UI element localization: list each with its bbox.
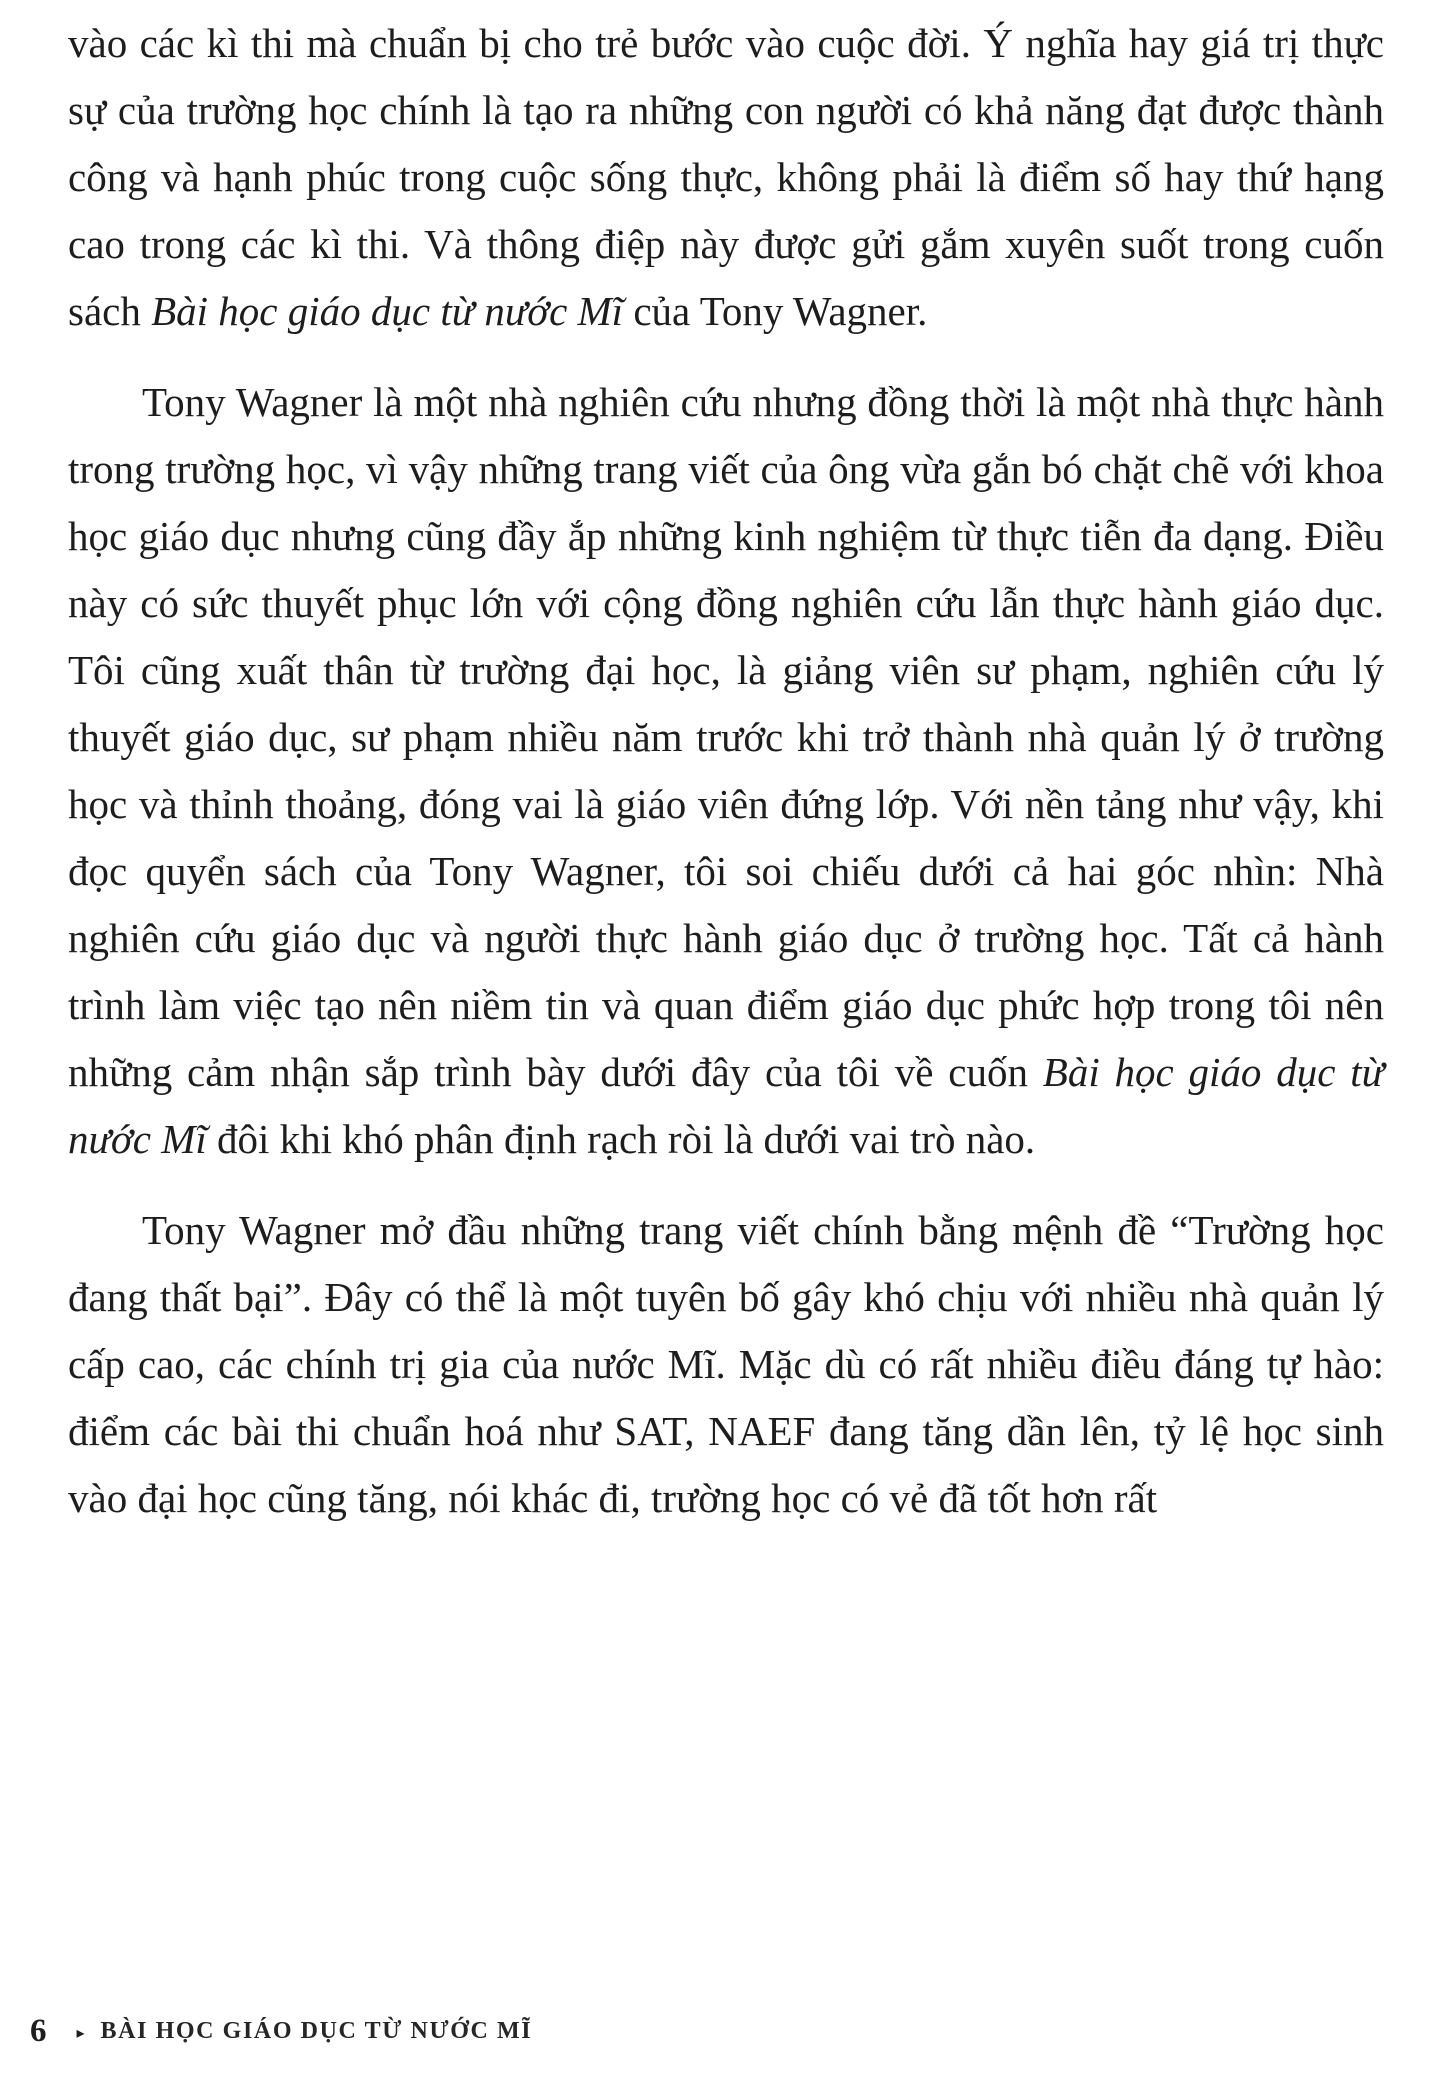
page-footer [30,2013,532,2050]
paragraph-text: Tony Wagner mở đầu những trang viết chính bằng mệnh đề “Trường học đang thất bại”. Đây có thể là một tuyên bố gây khó chịu với nhiều nhà quản lý cấp cao, các chính trị gia của nước Mĩ. Mặc dù có rất nhiều điều đáng tự hào: điểm các bài thi chuẩn hoá như SAT, NAEF đang tăng dần lên, tỷ lệ học sinh vào đại học cũng tăng, nói khác đi, trường học có vẻ đã tốt hơn rất [68,1207,1384,1521]
paragraph [68,1197,1384,1532]
book-title-inline: Bài học giáo dục từ nước Mĩ [68,1049,1384,1162]
paragraph-text: của Tony Wagner. [623,288,928,334]
paragraph-text: đôi khi khó phân định rạch ròi là dưới vai trò nào. [206,1116,1036,1162]
page-number: 6 [30,2013,47,2049]
triangle-right-icon: ▸ [76,2023,85,2042]
book-title-inline: Bài học giáo dục từ nước Mĩ [151,288,624,334]
paragraph-text: Tony Wagner là một nhà nghiên cứu nhưng đồng thời là một nhà thực hành trong trường học, vì vậy những trang viết của ông vừa gắn bó chặt chẽ với khoa học giáo dục nhưng cũng đầy ắp những kinh nghiệm từ thực tiễn đa dạng. Điều này có sức thuyết phục lớn với cộng đồng nghiên cứu lẫn thực hành giáo dục. Tôi cũng xuất thân từ trường đại học, là giảng viên sư phạm, nghiên cứu lý thuyết giáo dục, sư phạm nhiều năm trước khi trở thành nhà quản lý ở trường học và thỉnh thoảng, đóng vai là giáo viên đứng lớp. Với nền tảng như vậy, khi đọc quyển sách của Tony Wagner, tôi soi chiếu dưới cả hai góc nhìn: Nhà nghiên cứu giáo dục và người thực hành giáo dục ở trường học. Tất cả hành trình làm việc tạo nên niềm tin và quan điểm giáo dục phức hợp trong tôi nên những cảm nhận sắp trình bày dưới đây của tôi về cuốn [68,379,1384,1095]
paragraph [68,10,1384,345]
paragraph [68,369,1384,1173]
page-body [68,10,1384,1532]
paragraph-text: vào các kì thi mà chuẩn bị cho trẻ bước vào cuộc đời. Ý nghĩa hay giá trị thực sự của trường học chính là tạo ra những con người có khả năng đạt được thành công và hạnh phúc trong cuộc sống thực, không phải là điểm số hay thứ hạng cao trong các kì thi. Và thông điệp này được gửi gắm xuyên suốt trong cuốn sách [68,20,1384,334]
footer-book-title: BÀI HỌC GIÁO DỤC TỪ NƯỚC MĨ [100,2018,533,2044]
